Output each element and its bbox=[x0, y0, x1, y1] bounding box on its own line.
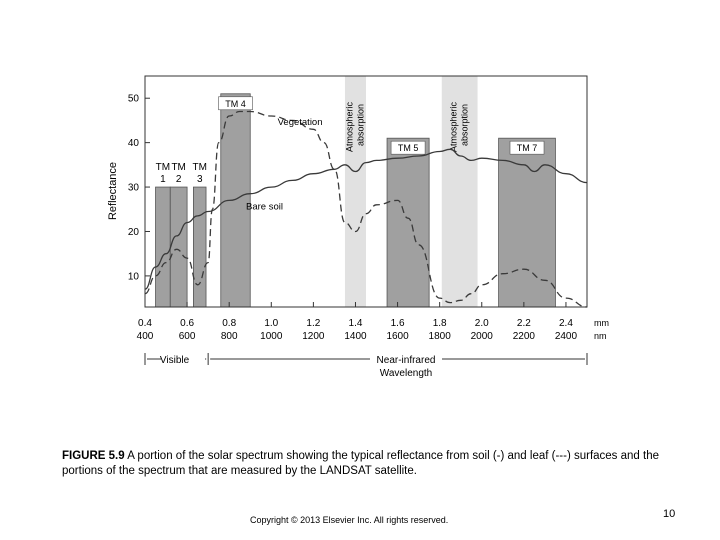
x-axis-title: Wavelength bbox=[379, 368, 433, 379]
x-tick-label-um: 2.4 bbox=[558, 318, 573, 329]
curve-annotation: Bare soil bbox=[246, 201, 283, 213]
x-tick-label-nm: 2200 bbox=[512, 331, 535, 342]
x-tick-label-um: 0.8 bbox=[222, 318, 237, 329]
tm-band-number: 2 bbox=[175, 174, 182, 186]
x-tick-label-nm: 400 bbox=[136, 331, 154, 342]
copyright-notice: Copyright © 2013 Elsevier Inc. All rights reserved. bbox=[250, 515, 449, 525]
tm-band-label: TM bbox=[171, 162, 186, 174]
absorption-label-line1: Atmospheric bbox=[448, 101, 459, 152]
x-tick-label-nm: 2400 bbox=[554, 331, 578, 342]
tm-band-number: 3 bbox=[196, 174, 203, 186]
tm-band-label: TM 7 bbox=[516, 143, 538, 154]
range-nir-label: Near-infrared bbox=[376, 355, 436, 366]
tm-band-label: TM 5 bbox=[397, 143, 419, 154]
absorption-label bbox=[449, 101, 470, 152]
y-tick-label: 40 bbox=[127, 138, 139, 150]
x-tick-label-nm: 1000 bbox=[260, 331, 283, 342]
tm-band-label: TM 4 bbox=[225, 98, 246, 109]
x-tick-label-um: 0.4 bbox=[138, 318, 152, 329]
figure-caption bbox=[62, 449, 662, 479]
page-number: 10 bbox=[663, 508, 676, 520]
x-tick-label-nm: 1400 bbox=[344, 331, 367, 342]
tm-band bbox=[499, 138, 556, 307]
range-visible-label: Visible bbox=[159, 355, 190, 366]
x-tick-label-um: 2.2 bbox=[516, 318, 531, 329]
x-tick-label-um: 1.4 bbox=[348, 318, 363, 329]
x-tick-label-um: 0.6 bbox=[180, 318, 195, 329]
tm-band bbox=[193, 187, 206, 307]
absorption-label-line2: absorption bbox=[355, 103, 366, 146]
tm-band bbox=[156, 187, 171, 307]
x-tick-label-nm: 1800 bbox=[428, 331, 451, 342]
caption-text: A portion of the solar spectrum showing the typical reflectance from soil (-) and leaf (---) surfaces and the portions of the spectrum that are measured by the LANDSAT satellite. bbox=[62, 450, 659, 477]
x-tick-label-nm: 1600 bbox=[386, 331, 409, 342]
y-tick-label: 50 bbox=[127, 93, 139, 105]
x-tick-label-nm: 2000 bbox=[470, 331, 493, 342]
tm-band-number: 1 bbox=[160, 174, 166, 186]
y-axis-title: Reflectance bbox=[107, 161, 119, 221]
x-tick-label-um: 2.0 bbox=[474, 318, 489, 329]
curve-annotation: Vegetation bbox=[277, 116, 323, 128]
x-tick-label-nm: 600 bbox=[178, 331, 196, 342]
figure-label: FIGURE 5.9 bbox=[62, 450, 125, 462]
tm-band-label: TM bbox=[155, 162, 171, 174]
tm-band-label: TM bbox=[192, 162, 207, 174]
x-unit-um: mm bbox=[594, 318, 609, 328]
tm-band bbox=[170, 187, 187, 307]
x-tick-label-um: 1.6 bbox=[390, 318, 405, 329]
x-tick-label-um: 1.8 bbox=[432, 318, 447, 329]
y-tick-label: 10 bbox=[127, 271, 139, 283]
chart-labels bbox=[246, 117, 322, 212]
y-axis-title-group bbox=[107, 162, 119, 220]
y-tick-label: 30 bbox=[127, 182, 139, 194]
x-tick-label-um: 1.2 bbox=[306, 318, 321, 329]
tm-band bbox=[387, 138, 429, 307]
x-tick-label-nm: 1200 bbox=[302, 331, 325, 342]
y-tick-label: 20 bbox=[127, 226, 139, 238]
x-tick-label-nm: 800 bbox=[220, 331, 238, 342]
x-tick-label-um: 1.0 bbox=[264, 318, 279, 329]
absorption-label-line2: absorption bbox=[459, 103, 470, 146]
x-unit-nm: nm bbox=[594, 331, 607, 341]
absorption-label-line1: Atmospheric bbox=[344, 101, 355, 152]
absorption-label bbox=[344, 101, 365, 152]
